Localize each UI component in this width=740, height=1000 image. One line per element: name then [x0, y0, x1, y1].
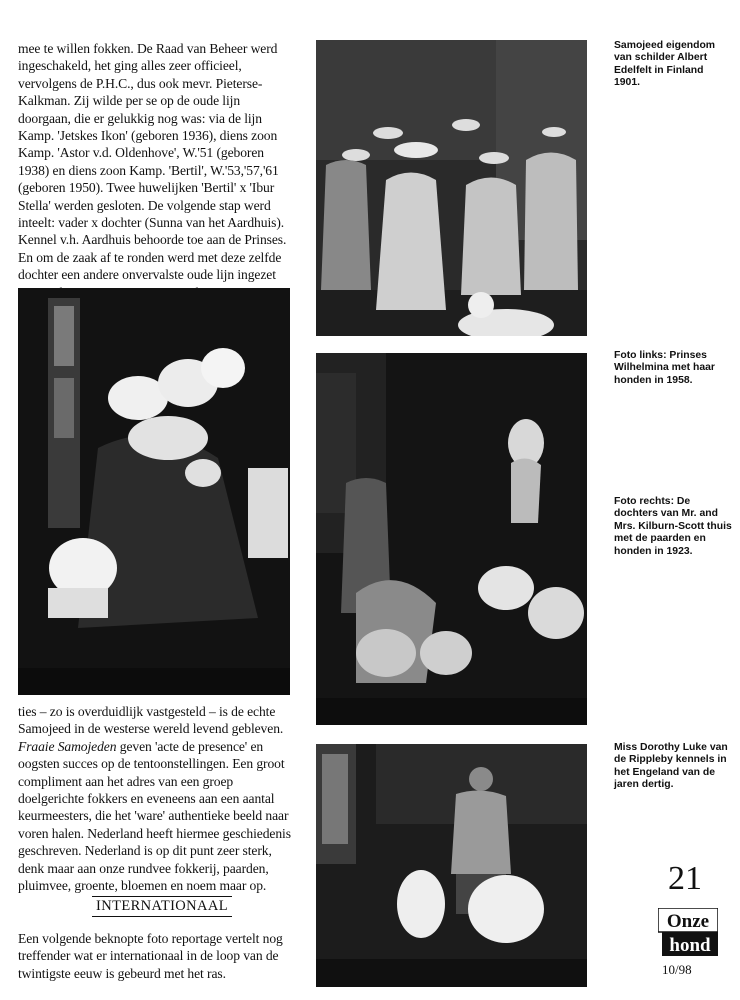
- photo-dorothy-luke-rippleby: [316, 744, 587, 987]
- onze-hond-logo: [658, 908, 718, 956]
- caption-foto-links: Foto links: Prinses Wilhelmina met haar honden in 1958.: [614, 350, 715, 386]
- paragraph-1: mee te willen fokken. De Raad van Beheer werd ingeschakeld, het ging alles zeer officieel, vervolgens de P.H.C., dus ook mevr. Pieterse-Kalkman. Zij wilde per se op de oude lijn doorgaan, die er gelukkig nog was: via de lijn Kamp. 'Jetskes Ikon' (geboren 1936), diens zoon Kamp. 'Astor v.d. Oldenhove', W.'51 (geboren 1938) en diens zoon Kamp. 'Bertil', W.'53,'57,'61 (geboren 1950). Twee huwelijken 'Bertil' x 'Ibur Stella' werden gesloten. De volgende stap werd inteelt: vader x dochter (Sunna van het Aardhuis). Kennel v.h. Aardhuis behoorde toe aan de Prinses. En om de zaak af te ronden werd met deze zelfde dochter een andere onvervalste oude lijn ingezet: [18, 41, 287, 283]
- page-number: 21: [668, 860, 702, 897]
- article-text-top: [18, 40, 290, 319]
- paragraph-3: Een volgende beknopte foto reportage vertelt nog treffender wat er internationaal in de loop van de twintigste eeuw is gebeurd met het ras.: [18, 931, 283, 981]
- logo-word-onze: Onze: [666, 911, 710, 932]
- photo-prinses-wilhelmina-1958: [18, 288, 290, 695]
- issue-number: 10/98: [662, 962, 692, 977]
- logo-word-hond: hond: [669, 935, 711, 956]
- caption-dorothy-luke: Miss Dorothy Luke van de Rippleby kennels in het Engeland van de jaren dertig.: [614, 742, 728, 791]
- caption-edelfelt: Samojeed eigendom van schilder Albert Edelfelt in Finland 1901.: [614, 40, 716, 89]
- paragraph-2-rest: geven 'acte de presence' en oogsten succes op de tentoonstellingen. Een groot compliment aan het adres van een groep doelgerichte fokkers en eveneens aan een aantal keurmeesters, die het 'ware' authentieke beeld naar voren halen. Nederland heeft hiermee geschiedenis geschreven. Nederland is op dit punt zeer sterk, denk maar aan onze rundvee fokkerij, paarden, pluimvee, groente, bloemen en noem maar op.: [18, 738, 291, 894]
- article-text-final: [18, 930, 298, 982]
- article-text-bottom: [18, 703, 298, 894]
- paragraph-2-italic: Fraaie Samojeden: [18, 738, 117, 754]
- caption-foto-rechts: Foto rechts: De dochters van Mr. and Mrs. Kilburn-Scott thuis met de paarden en honden in 1923.: [614, 496, 732, 557]
- paragraph-2-start: ties – zo is overduidlijk vastgesteld – is de echte Samojeed in de westerse wereld levend gebleven.: [18, 704, 284, 737]
- section-heading-internationaal: INTERNATIONAAL: [92, 896, 232, 917]
- paragraph-2: [18, 703, 298, 894]
- photo-edelfelt-group-1901: [316, 40, 587, 336]
- photo-kilburn-scott-daughters-1923: [316, 353, 587, 725]
